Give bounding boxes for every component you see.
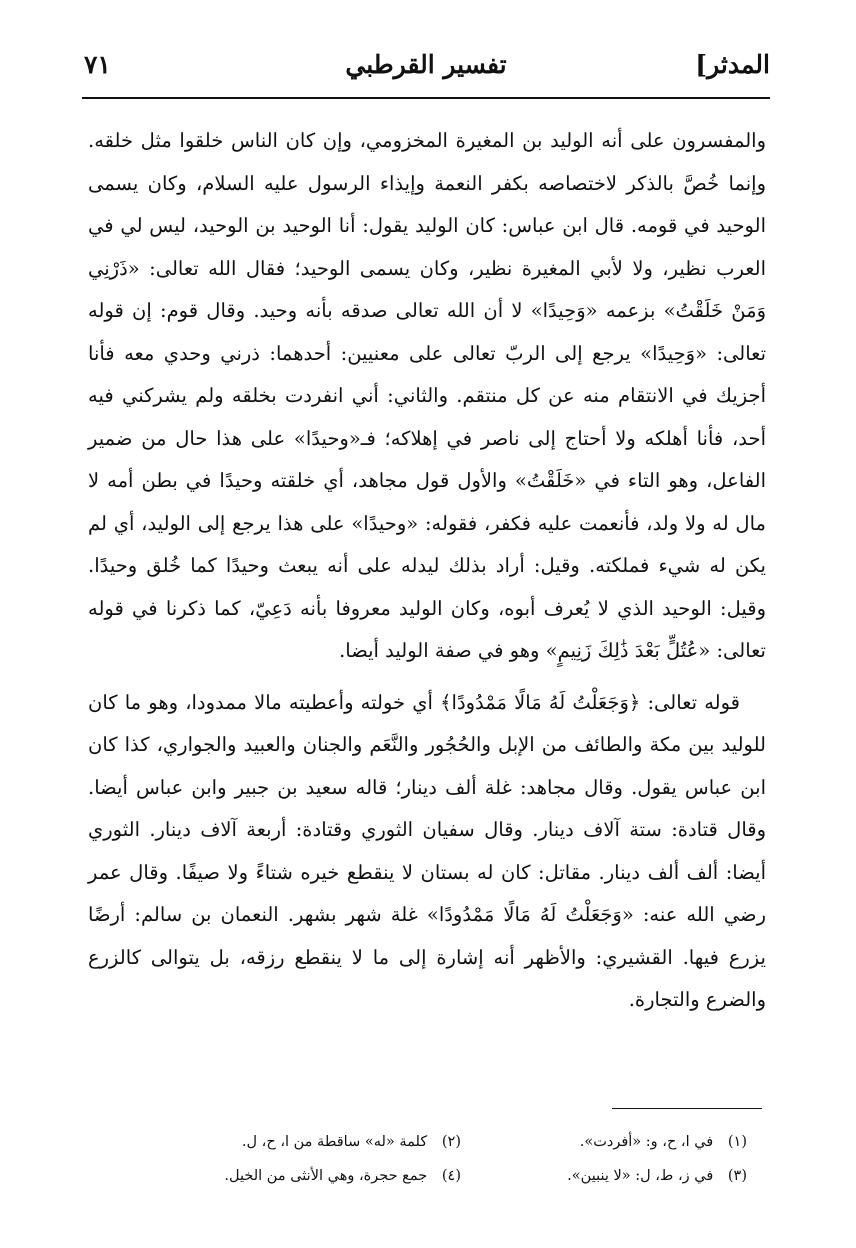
footnote-1 (461, 1126, 747, 1160)
footnote-text: كلمة «له» ساقطة من ا، ح، ل. (241, 1134, 428, 1150)
footnote-2 (175, 1126, 461, 1160)
footnote-row (175, 1160, 747, 1194)
footnote-3 (461, 1160, 747, 1194)
paragraph: قوله تعالى: ﴿وَجَعَلْتُ لَهُ مَالًا مَمْدُودًا﴾ أي خولته وأعطيته مالا ممدودا، وهو ما كان للوليد بين مكة والطائف من الإبل والحُجُور والنَّعَم والجنان والعبيد والجواري، كذا كان ابن عباس يقول. وقال مجاهد: غلة ألف دينار؛ قاله سعيد بن جبير وابن عباس أيضا. وقال قتادة: ستة آلاف دينار. وقال سفيان الثوري وقتادة: أربعة آلاف دينار. الثوري أيضا: ألف ألف دينار. مقاتل: كان له بستان لا ينقطع خيره شتاءً ولا صيفًا. وقال عمر رضي الله عنه: «وَجَعَلْتُ لَهُ مَالًا مَمْدُودًا» غلة شهر بشهر. النعمان بن سالم: أرضًا يزرع فيها. القشيري: والأظهر أنه إشارة إلى ما لا ينقطع رزقه، بل يتوالى كالزرع والضرع والتجارة. (88, 690, 766, 1011)
footnote-number: (٣) (727, 1168, 747, 1184)
main-text (88, 120, 766, 1022)
footnote-text: في ز، ط، ل: «لا ينبين». (567, 1168, 714, 1184)
page-number: ٧١ (84, 50, 111, 79)
footnote-text: في ا، ح، و: «أفردت». (579, 1134, 714, 1150)
footnote-row (175, 1126, 747, 1160)
footnote-number: (٤) (441, 1168, 461, 1184)
footnote-divider (612, 1108, 762, 1109)
footnote-number: (١) (727, 1134, 747, 1150)
sura-name: المدثر] (695, 50, 770, 79)
footnote-number: (٢) (441, 1134, 461, 1150)
paragraph: والمفسرون على أنه الوليد بن المغيرة المخزومي، وإن كان الناس خلقوا مثل خلقه. وإنما خُصَّ بالذكر لاختصاصه بكفر النعمة وإيذاء الرسول عليه السلام، وكان يسمى الوحيد في قومه. قال ابن عباس: كان الوليد يقول: أنا الوحيد بن الوحيد، ليس لي في العرب نظير، ولا لأبي المغيرة نظير، وكان يسمى الوحيد؛ فقال الله تعالى: «ذَرْنِي وَمَنْ خَلَقْتُ» بزعمه «وَحِيدًا» لا أن الله تعالى صدقه بأنه وحيد. وقال قوم: إن قوله تعالى: «وَحِيدًا» يرجع إلى الربّ تعالى على معنيين: أحدهما: ذرني وحدي معه فأنا أجزيك في الانتقام منه عن كل منتقم. والثاني: أني انفردت بخلقه ولم يشركني فيه أحد، فأنا أهلكه ولا أحتاج إلى ناصر في إهلاكه؛ فـ«وحيدًا» على هذا حال من ضمير الفاعل، وهو التاء في «خَلَقْتُ» والأول قول مجاهد، أي خلقته وحيدًا في بطن أمه لا مال له ولا ولد، فأنعمت عليه فكفر، فقوله: «وحيدًا» على هذا يرجع إلى الوليد، أي لم يكن له شيء فملكته. وقيل: أراد بذلك ليدله على أنه يبعث وحيدًا كما خُلق وحيدًا. وقيل: الوحيد الذي لا يُعرف أبوه، وكان الوليد معروفا بأنه دَعِيّ، كما ذكرنا في قوله تعالى: «عُتُلٍّ بَعْدَ ذَٰلِكَ زَنِيمٍ» وهو في صفة الوليد أيضا. (88, 129, 766, 662)
footnote-4 (175, 1160, 461, 1194)
running-header (82, 44, 770, 92)
footnotes (175, 1126, 747, 1194)
footnote-text: جمع حجرة، وهي الأنثى من الخيل. (224, 1168, 428, 1184)
header-divider (82, 97, 770, 99)
book-title: تفسير القرطبي (345, 50, 507, 79)
